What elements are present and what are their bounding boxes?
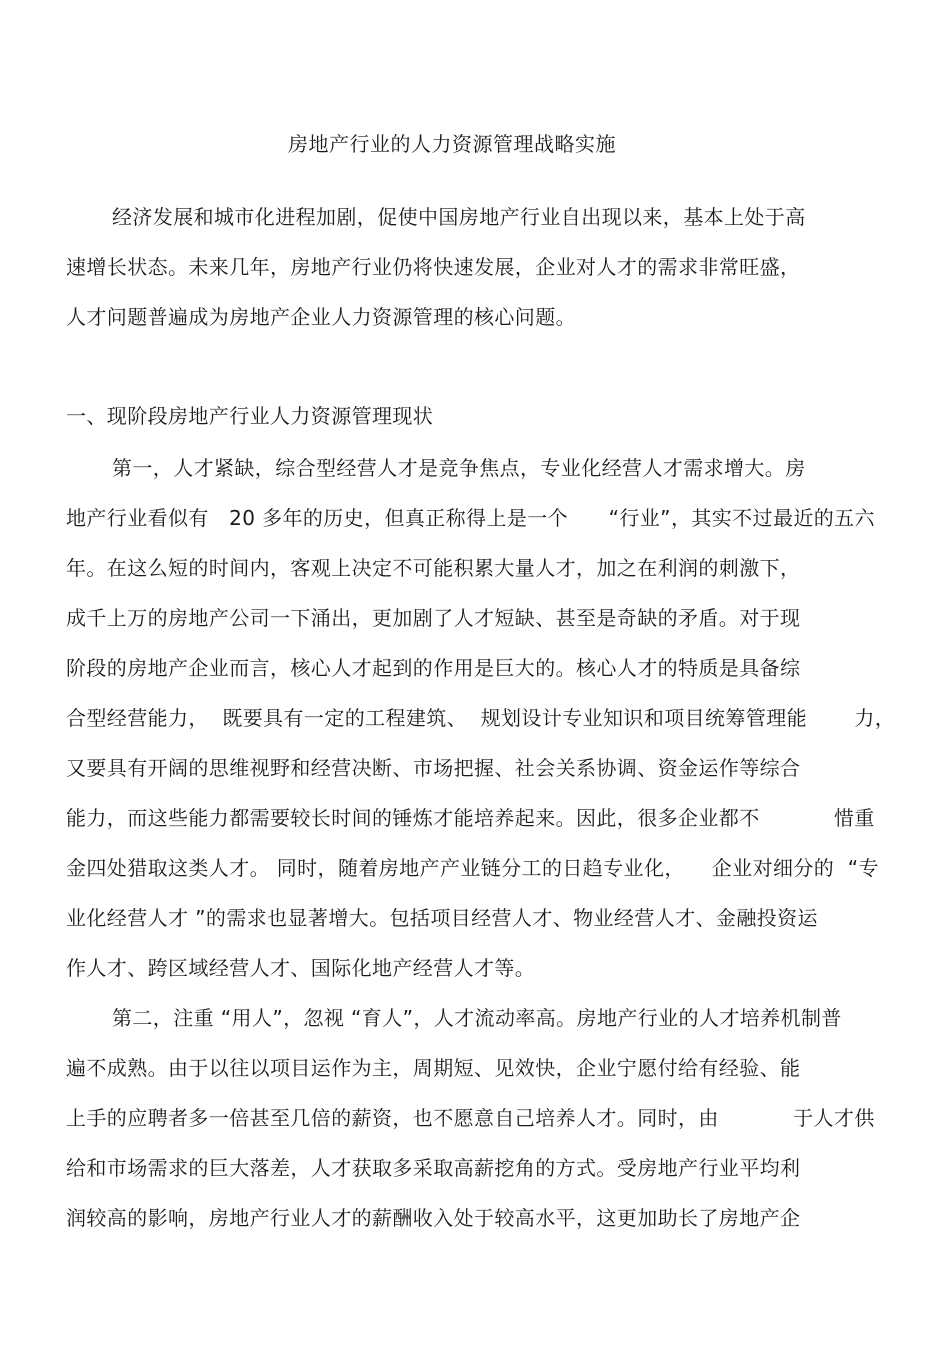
paragraph-line: 金四处猎取这类人才。 同时，随着房地产产业链分工的日趋专业化， 企业对细分的 “专 [66,856,879,880]
paragraph-line: 年。在这么短的时间内，客观上决定不可能积累大量人才，加之在利润的刺激下， [66,556,801,580]
paragraph-line: 能力，而这些能力都需要较长时间的锤炼才能培养起来。因此，很多企业都不 惜重 [66,806,875,830]
paragraph-line: 第二，注重 “用人”，忽视 “育人”，人才流动率高。房地产行业的人才培养机制普 [112,1006,842,1030]
document-title: 房地产行业的人力资源管理战略实施 [288,132,616,156]
intro-line: 速增长状态。未来几年，房地产行业仍将快速发展，企业对人才的需求非常旺盛， [66,255,801,279]
section-heading: 一、现阶段房地产行业人力资源管理现状 [66,404,434,428]
paragraph-line: 成千上万的房地产公司一下涌出，更加剧了人才短缺、甚至是奇缺的矛盾。对于现 [66,606,801,630]
paragraph-line: 润较高的影响，房地产行业人才的薪酬收入处于较高水平，这更加助长了房地产企 [66,1206,801,1230]
paragraph-line: 上手的应聘者多一倍甚至几倍的薪资，也不愿意自己培养人才。同时，由 于人才供 [66,1106,875,1130]
intro-line: 人才问题普遍成为房地产企业人力资源管理的核心问题。 [66,305,576,329]
paragraph-line: 给和市场需求的巨大落差，人才获取多采取高薪挖角的方式。受房地产行业平均利 [66,1156,801,1180]
paragraph-line: 阶段的房地产企业而言，核心人才起到的作用是巨大的。核心人才的特质是具备综 [66,656,801,680]
paragraph-line: 合型经营能力， 既要具有一定的工程建筑、 规划设计专业知识和项目统筹管理能 力， [66,706,896,730]
paragraph-line: 第一，人才紧缺，综合型经营人才是竞争焦点，专业化经营人才需求增大。房 [112,456,806,480]
paragraph-line: 作人才、跨区域经营人才、国际化地产经营人才等。 [66,956,536,980]
paragraph-line: 又要具有开阔的思维视野和经营决断、市场把握、社会关系协调、资金运作等综合 [66,756,801,780]
intro-line: 经济发展和城市化进程加剧，促使中国房地产行业自出现以来，基本上处于高 [112,205,806,229]
paragraph-line: 遍不成熟。由于以往以项目运作为主，周期短、见效快，企业宁愿付给有经验、能 [66,1056,801,1080]
paragraph-line: 地产行业看似有 20 多年的历史，但真正称得上是一个 “行业”，其实不过最近的五六 [66,506,875,530]
paragraph-line: 业化经营人才 ”的需求也显著增大。包括项目经营人才、物业经营人才、金融投资运 [66,906,818,930]
